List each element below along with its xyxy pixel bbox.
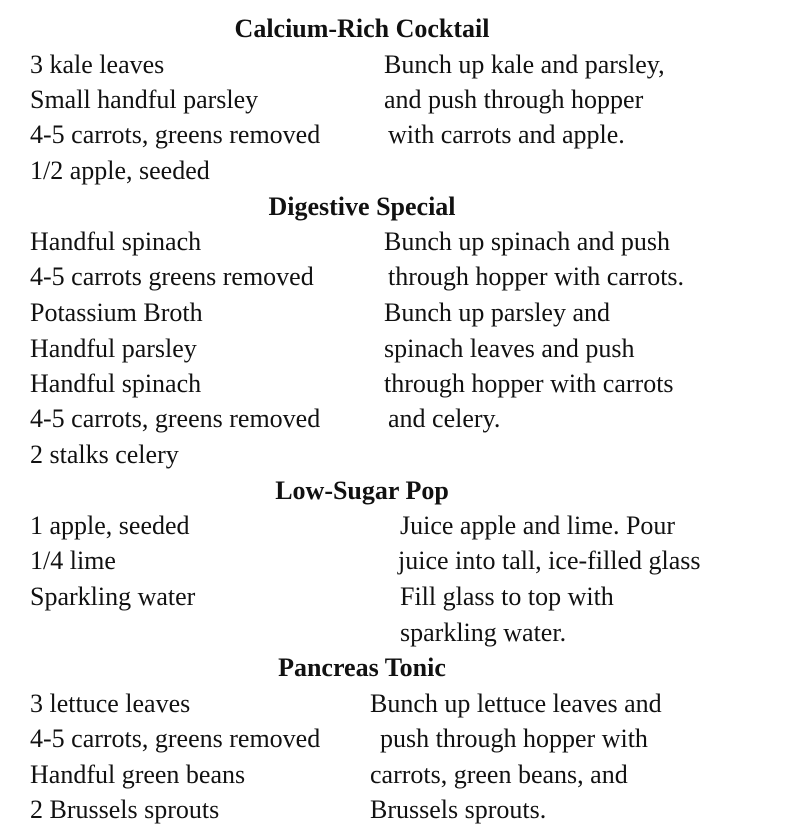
ingredient: Potassium Broth [30,298,203,327]
ingredient: 3 kale leaves [30,50,165,79]
ingredient: Handful spinach [30,227,202,256]
ingredient: Sparkling water [30,582,196,611]
ingredient: Handful green beans [30,760,246,789]
direction: Juice apple and lime. Pour [400,511,676,540]
direction: juice into tall, ice-filled glass [398,546,701,575]
ingredient: 4-5 carrots greens removed [30,262,314,291]
direction: and celery. [388,404,501,433]
direction: carrots, green beans, and [370,760,628,789]
recipe-title-digestive-special: Digestive Special [268,192,456,221]
recipe-title-calcium-rich-cocktail: Calcium-Rich Cocktail [234,14,490,43]
ingredient: 2 stalks celery [30,440,179,469]
ingredient: 4-5 carrots, greens removed [30,724,321,753]
direction: push through hopper with [380,724,648,753]
ingredient: 3 lettuce leaves [30,689,191,718]
direction: spinach leaves and push [384,334,635,363]
direction: sparkling water. [400,618,567,647]
direction: Brussels sprouts. [370,795,547,824]
direction: Fill glass to top with [400,582,614,611]
ingredient: Handful spinach [30,369,202,398]
direction: Bunch up parsley and [384,298,611,327]
ingredient: 4-5 carrots, greens removed [30,120,321,149]
ingredient: Small handful parsley [30,85,259,114]
ingredient: 1 apple, seeded [30,511,190,540]
direction: Bunch up lettuce leaves and [370,689,662,718]
direction: with carrots and apple. [388,120,625,149]
ingredient: 1/4 lime [30,546,116,575]
ingredient: 2 Brussels sprouts [30,795,220,824]
direction: and push through hopper [384,85,644,114]
ingredient: Handful parsley [30,334,197,363]
ingredient: 1/2 apple, seeded [30,156,210,185]
direction: Bunch up kale and parsley, [384,50,665,79]
direction: through hopper with carrots. [388,262,685,291]
ingredient: 4-5 carrots, greens removed [30,404,321,433]
direction: Bunch up spinach and push [384,227,670,256]
direction: through hopper with carrots [384,369,674,398]
recipe-title-low-sugar-pop: Low-Sugar Pop [275,476,449,505]
recipe-title-pancreas-tonic: Pancreas Tonic [278,653,446,682]
